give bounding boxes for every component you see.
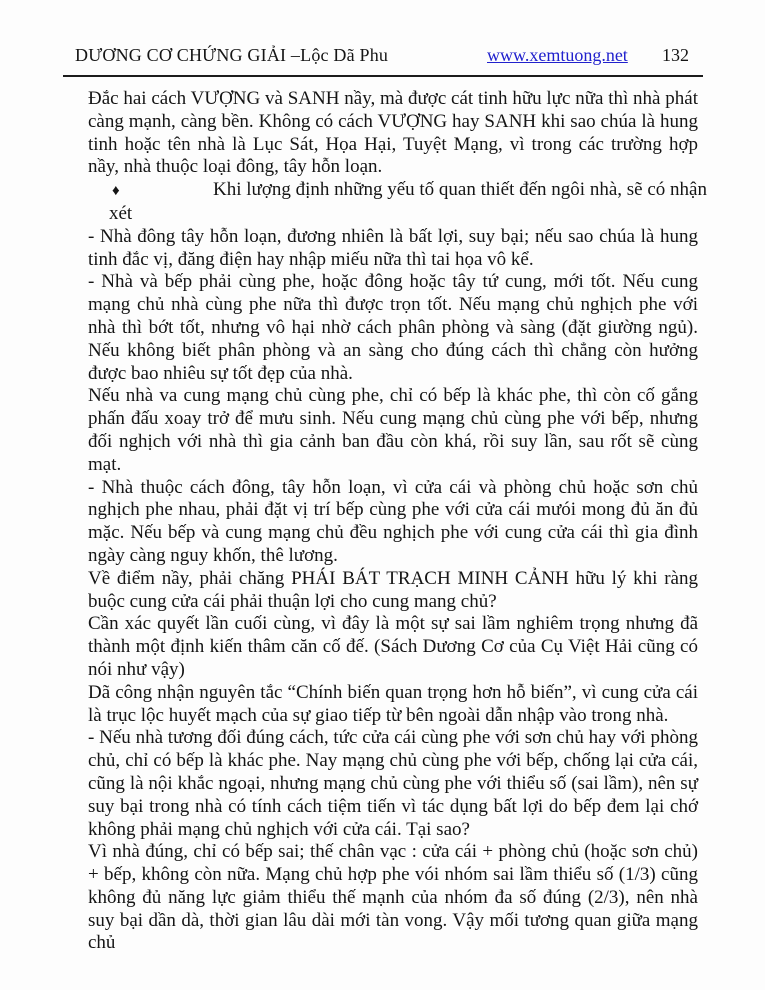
header-divider — [63, 75, 703, 77]
page-number: 132 — [662, 45, 689, 65]
paragraph: - Nhà đông tây hỗn loạn, đương nhiên là bất lợi, suy bại; nếu sao chúa là hung tinh đắc vị, đăng điện hay nhập miếu nữa thì tai họa vô kể. — [88, 225, 698, 270]
paragraph: Đắc hai cách VƯỢNG và SANH nầy, mà được cát tinh hữu lực nữa thì nhà phát càng mạnh, càng bền. Không có cách VƯỢNG hay SANH khi sao chúa là hung tinh hoặc tên nhà là Lục Sát, Họa Hại, Tuyệt Mạng, vì trong các trường hợp nầy, nhà thuộc loại đông, tây hỗn loạn. — [88, 88, 698, 178]
paragraph: - Nếu nhà tương đối đúng cách, tức cửa cái cùng phe với sơn chủ hay với phòng chủ, chỉ có bếp là khác phe. Nay mạng chủ cùng phe với bếp, chống lại cửa cái, cũng là nội khắc ngoại, nhưng mạng chủ cùng phe với thiểu số (sai lầm), nên sự suy bại trong nhà có tính cách tiệm tiến vì tác dụng bất lợi do bếp đem lại chớ không phải mạng chủ nghịch với cửa cái. Tại sao? — [88, 727, 698, 840]
bullet-text-continued: xét — [109, 202, 133, 224]
diamond-bullet-icon: ♦ — [112, 183, 120, 200]
paragraph: Cần xác quyết lần cuối cùng, vì đây là một sự sai lầm nghiêm trọng nhưng đã thành một định kiến thâm căn cố đế. (Sách Dương Cơ của Cụ Việt Hải cũng có nói như vậy) — [88, 613, 698, 680]
bullet-line — [88, 179, 707, 203]
bullet-item — [88, 179, 707, 226]
paragraph: Nếu nhà va cung mạng chủ cùng phe, chỉ có bếp là khác phe, thì còn cố gắng phấn đấu xoay trở để mưu sinh. Nếu cung mạng chủ cùng phe với bếp, nhưng đối nghịch với nhà thì gia cảnh ban đầu còn khá, rồi suy lần, sau rốt sẽ cùng mạt. — [88, 385, 698, 475]
paragraph: Về điểm nầy, phải chăng PHÁI BÁT TRẠCH MINH CẢNH hữu lý khi ràng buộc cung cửa cái phải thuận lợi cho cung mang chủ? — [88, 567, 698, 612]
header-website-link[interactable]: www.xemtuong.net — [487, 45, 628, 65]
paragraph: - Nhà và bếp phải cùng phe, hoặc đông hoặc tây tứ cung, mới tốt. Nếu cung mạng chủ nhà cùng phe nữa thì được trọn tốt. Nếu mạng chủ nghịch phe với nhà thì bớt tốt, nhưng vô hại nhờ cách phân phòng và sàng (đặt giường ngủ). Nếu không biết phân phòng và an sàng cho đúng cách thì chẳng còn hưởng được bao nhiêu sự tốt đẹp của nhà. — [88, 271, 698, 384]
document-body — [88, 88, 707, 955]
paragraph: - Nhà thuộc cách đông, tây hỗn loạn, vì cửa cái và phòng chủ hoặc sơn chủ nghịch phe nhau, phải đặt vị trí bếp cùng phe với cửa cái mưói mong đủ ăn đủ mặc. Nếu bếp và cung mạng chủ đều nghịch phe với cung cửa cái thì gia đình ngày càng nguy khốn, thê lương. — [88, 476, 698, 566]
page-header — [0, 45, 765, 69]
paragraph: Dã công nhận nguyên tắc “Chính biến quan trọng hơn hỗ biến”, vì cung cửa cái là trục lộc huyết mạch của sự giao tiếp từ bên ngoài dẫn nhập vào trong nhà. — [88, 681, 698, 726]
paragraph: Vì nhà đúng, chỉ có bếp sai; thế chân vạc : cửa cái + phòng chủ (hoặc sơn chủ) + bếp, không còn nữa. Mạng chủ hợp phe vói nhóm sai lầm thiểu số (1/3) cũng không đủ năng lực giảm thiểu thế mạnh của nhóm đa số đúng (2/3), nên nhà suy bại dần dà, thời gian lâu dài mới tàn vong. Vậy mối tương quan giữa mạng chủ — [88, 841, 698, 954]
bullet-text: Khi lượng định những yếu tố quan thiết đến ngôi nhà, sẽ có nhận — [213, 179, 707, 201]
header-title: DƯƠNG CƠ CHỨNG GIẢI –Lộc Dã Phu — [75, 45, 389, 65]
